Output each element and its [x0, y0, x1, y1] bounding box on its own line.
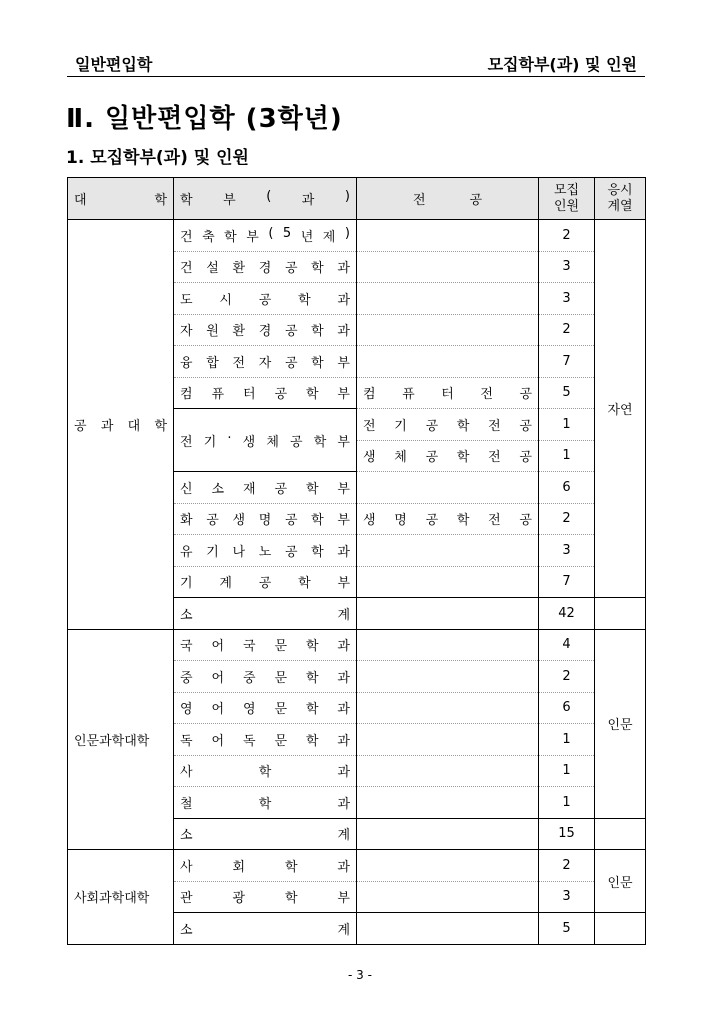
subtotal-value: 5: [539, 913, 595, 945]
quota-cell: 3: [539, 283, 595, 315]
section-subtitle: 1. 모집학부(과) 및 인원: [66, 148, 249, 168]
dept-cell: 독 어 독 문 학 과: [174, 724, 357, 756]
quota-cell: 3: [539, 535, 595, 567]
major-cell: [357, 566, 539, 598]
major-cell: [357, 251, 539, 283]
major-cell: 생 체 공 학 전 공: [357, 440, 539, 472]
subtotal-field: [595, 818, 646, 850]
major-cell: [357, 787, 539, 819]
major-cell: [357, 692, 539, 724]
dept-cell: 중 어 중 문 학 과: [174, 661, 357, 693]
quota-cell: 7: [539, 346, 595, 378]
quota-cell: 2: [539, 314, 595, 346]
table-row: [68, 850, 646, 882]
quota-cell: 4: [539, 629, 595, 661]
header-quota: 모집 인원: [539, 178, 595, 220]
major-cell: [357, 220, 539, 252]
table-row: [68, 629, 646, 661]
quota-cell: 7: [539, 566, 595, 598]
page-number: - 3 -: [348, 968, 372, 982]
major-cell: [357, 535, 539, 567]
quota-cell: 6: [539, 472, 595, 504]
table-row: [68, 220, 646, 252]
quota-cell: 1: [539, 409, 595, 441]
dept-cell: 건 설 환 경 공 학 과: [174, 251, 357, 283]
quota-cell: 2: [539, 503, 595, 535]
quota-cell: 1: [539, 755, 595, 787]
dept-cell: 철 학 과: [174, 787, 357, 819]
subtotal-label: 소 계: [174, 913, 357, 945]
table-header-row: [68, 178, 646, 220]
subtotal-field: [595, 598, 646, 630]
subtotal-major: [357, 598, 539, 630]
header-college: 대 학: [68, 178, 174, 220]
quota-cell: 1: [539, 787, 595, 819]
major-cell: [357, 850, 539, 882]
header-left-text: 일반편입학: [75, 55, 153, 74]
subtotal-value: 42: [539, 598, 595, 630]
dept-cell: 전 기 · 생 체 공 학 부: [174, 409, 357, 472]
field-cell: 인문: [595, 850, 646, 913]
subtotal-value: 15: [539, 818, 595, 850]
header-dept: 학 부 ( 과 ): [174, 178, 357, 220]
dept-cell: 건 축 학 부 ( 5 년 제 ): [174, 220, 357, 252]
dept-cell: 관 광 학 부: [174, 881, 357, 913]
subtotal-major: [357, 913, 539, 945]
college-cell: 공 과 대 학: [68, 220, 174, 630]
major-cell: 생 명 공 학 전 공: [357, 503, 539, 535]
dept-cell: 사 학 과: [174, 755, 357, 787]
page-header: [67, 50, 645, 77]
college-cell: 인문과학대학: [68, 629, 174, 850]
admission-table: [67, 177, 646, 945]
quota-cell: 3: [539, 881, 595, 913]
quota-cell: 2: [539, 661, 595, 693]
dept-cell: 화 공 생 명 공 학 부: [174, 503, 357, 535]
major-cell: [357, 346, 539, 378]
dept-cell: 국 어 국 문 학 과: [174, 629, 357, 661]
field-cell: 자연: [595, 220, 646, 598]
major-cell: [357, 472, 539, 504]
quota-cell: 3: [539, 251, 595, 283]
major-cell: [357, 629, 539, 661]
dept-cell: 사 회 학 과: [174, 850, 357, 882]
dept-cell: 자 원 환 경 공 학 과: [174, 314, 357, 346]
quota-cell: 2: [539, 220, 595, 252]
quota-cell: 1: [539, 440, 595, 472]
dept-cell: 유 기 나 노 공 학 과: [174, 535, 357, 567]
subtotal-label: 소 계: [174, 598, 357, 630]
dept-cell: 컴 퓨 터 공 학 부: [174, 377, 357, 409]
subtotal-field: [595, 913, 646, 945]
subtotal-label: 소 계: [174, 818, 357, 850]
header-right-text: 모집학부(과) 및 인원: [487, 55, 637, 74]
dept-cell: 기 계 공 학 부: [174, 566, 357, 598]
header-major: 전 공: [357, 178, 539, 220]
major-cell: 컴 퓨 터 전 공: [357, 377, 539, 409]
dept-cell: 도 시 공 학 과: [174, 283, 357, 315]
quota-cell: 5: [539, 377, 595, 409]
dept-cell: 신 소 재 공 학 부: [174, 472, 357, 504]
dept-cell: 영 어 영 문 학 과: [174, 692, 357, 724]
major-cell: [357, 661, 539, 693]
major-cell: [357, 283, 539, 315]
header-field: 응시 계열: [595, 178, 646, 220]
major-cell: [357, 314, 539, 346]
quota-cell: 6: [539, 692, 595, 724]
quota-cell: 1: [539, 724, 595, 756]
major-cell: [357, 755, 539, 787]
major-cell: [357, 724, 539, 756]
quota-cell: 2: [539, 850, 595, 882]
section-title: Ⅱ. 일반편입학 (3학년): [66, 104, 343, 134]
major-cell: 전 기 공 학 전 공: [357, 409, 539, 441]
major-cell: [357, 881, 539, 913]
college-cell: 사회과학대학: [68, 850, 174, 945]
field-cell: 인문: [595, 629, 646, 818]
subtotal-major: [357, 818, 539, 850]
dept-cell: 융 합 전 자 공 학 부: [174, 346, 357, 378]
